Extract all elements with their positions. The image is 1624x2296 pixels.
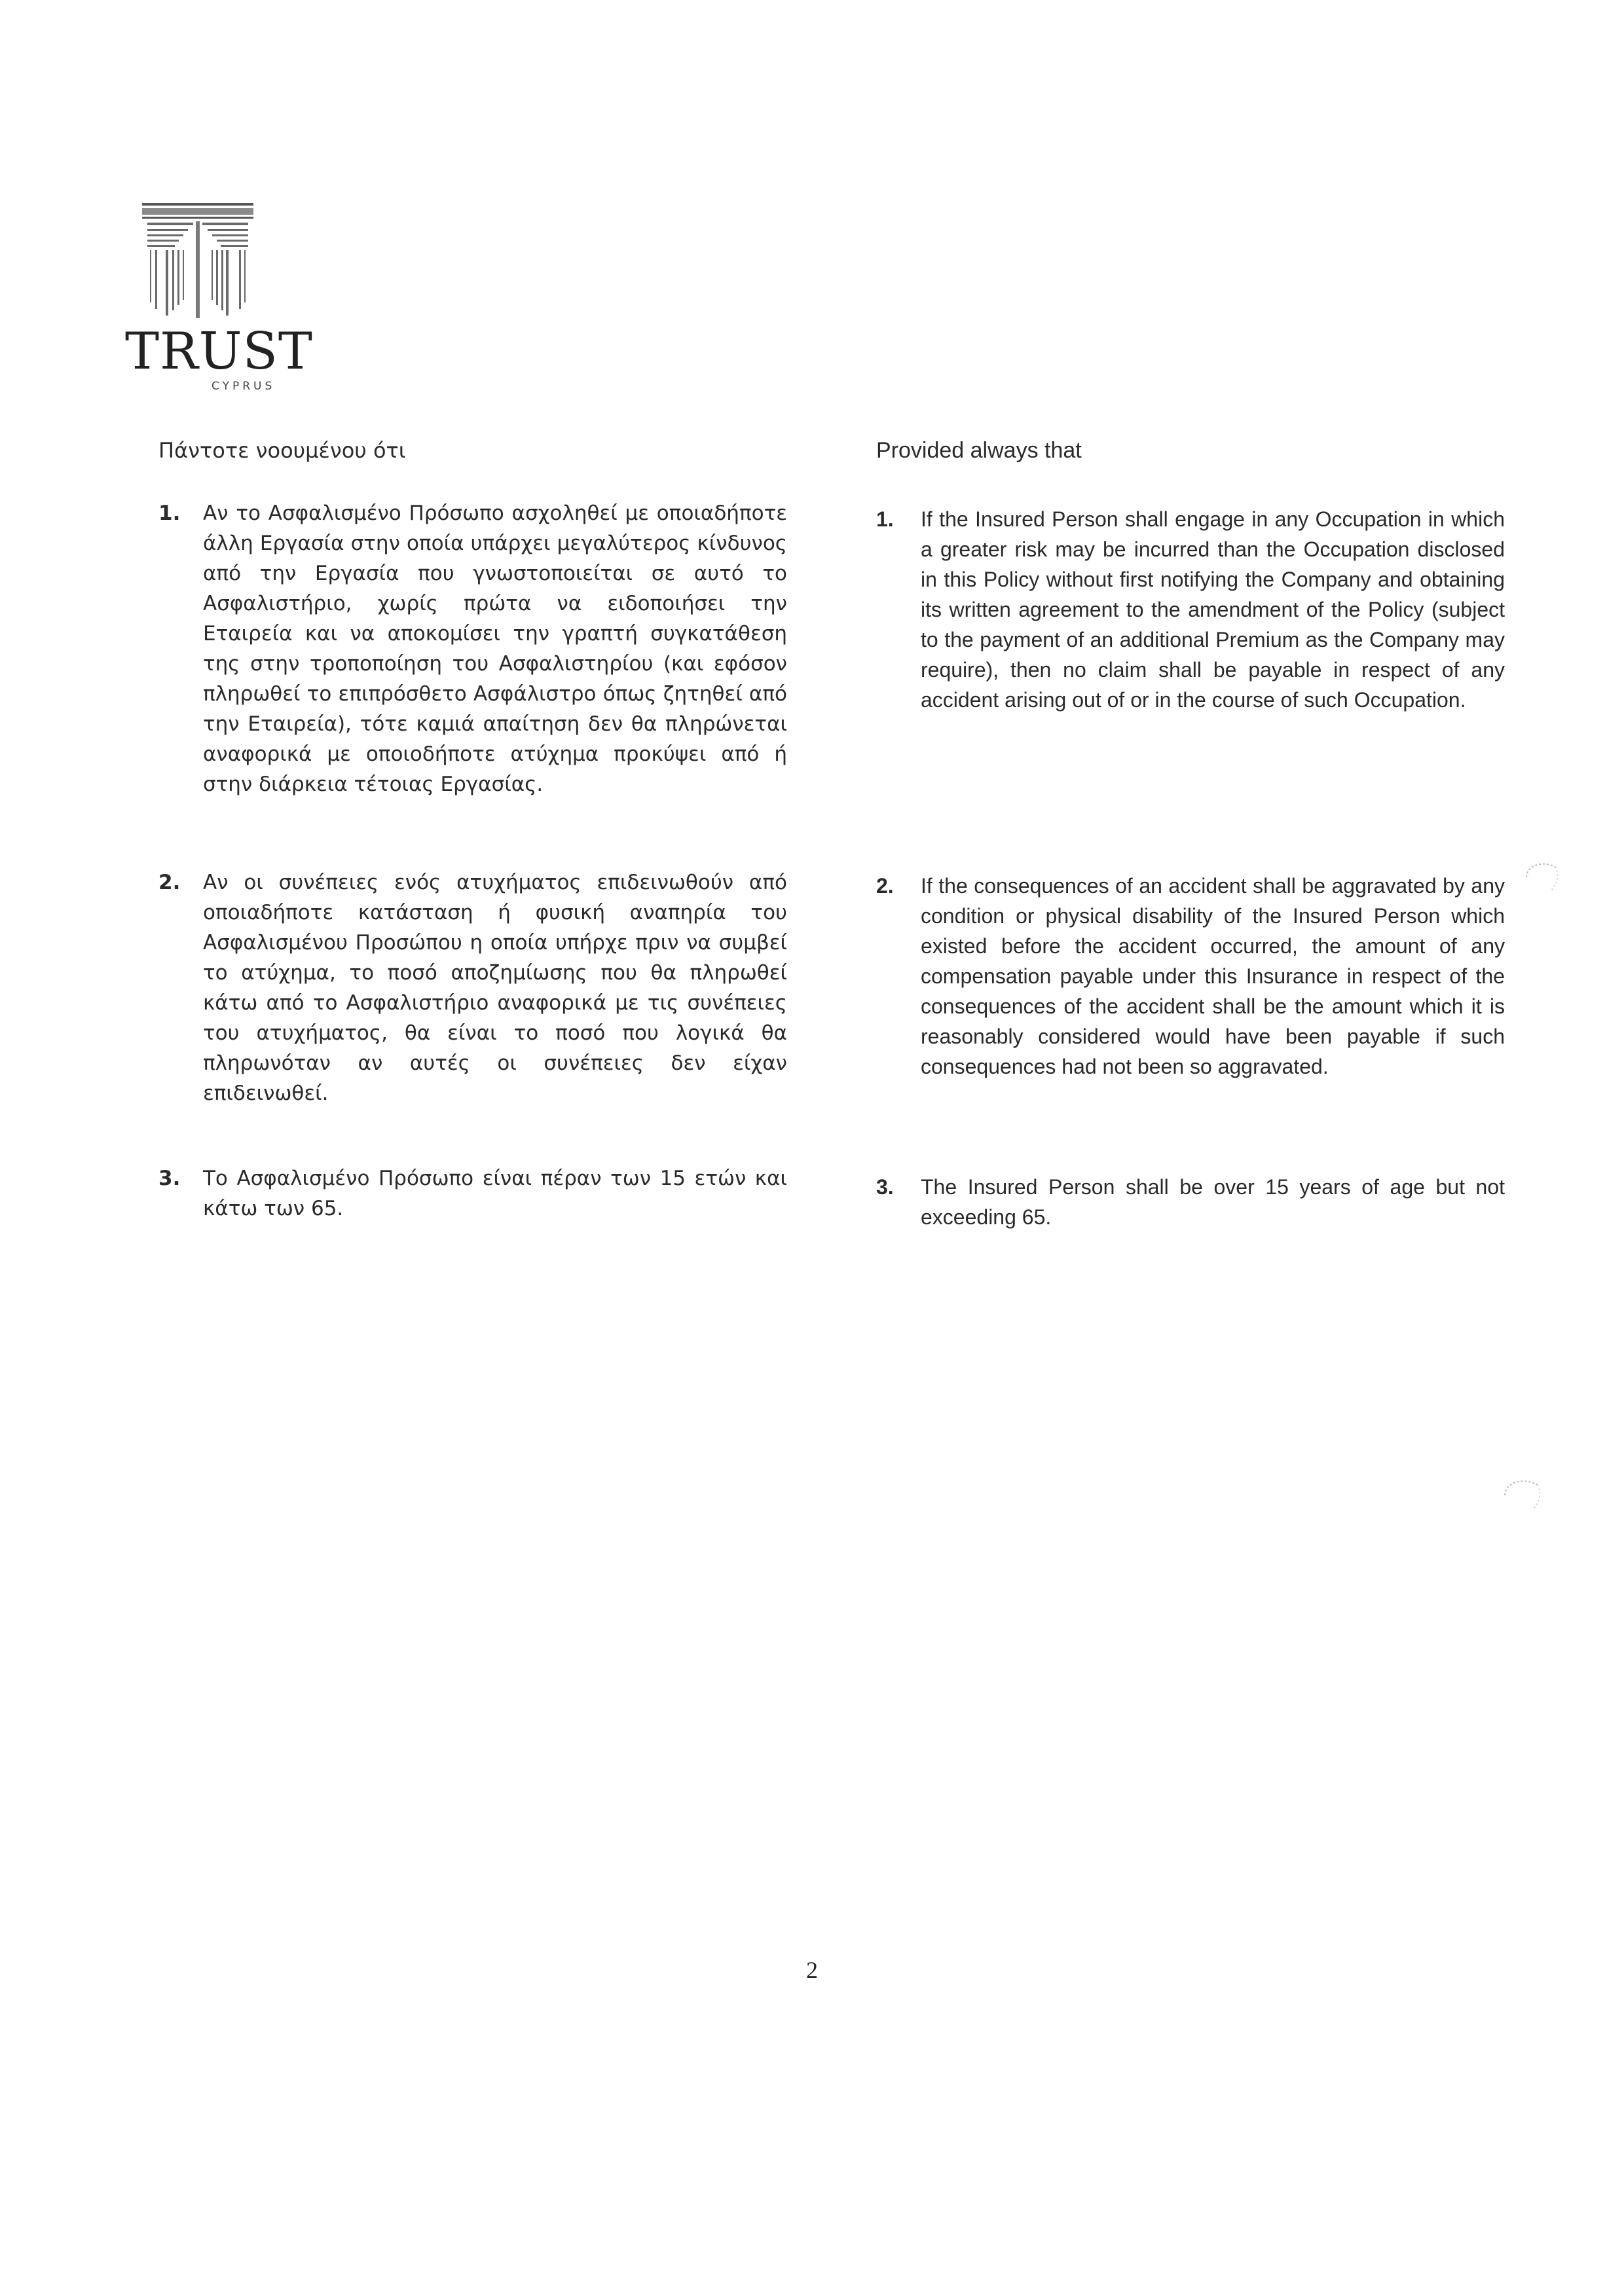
english-column (876, 435, 1505, 1229)
greek-heading: Πάντοτε νοουμένου ότι (158, 438, 406, 463)
logo-subtitle: CYPRUS (212, 380, 276, 393)
english-clause-2 (876, 871, 1505, 1082)
clause-number: 1. (158, 501, 181, 525)
clause-text: Αν οι συνέπειες ενός ατυχήματος επιδεινωθούν από οποιαδήποτε κατάσταση ή φυσική αναπηρία του Ασφαλισμένου Προσώπου η οποία υπήρχε πριν να συμβεί το ατύχημα, το ποσό αποζημίωσης που θα πληρωθεί κάτω από το Ασφαλιστήριο αναφορικά με τις συνέπειες του ατυχήματος, θα είναι το ποσό που λογικά θα πληρωνόταν αν αυτές οι συνέπειες δεν είχαν επιδεινωθεί. (203, 871, 787, 1105)
greek-column (158, 435, 787, 1220)
clause-text: The Insured Person shall be over 15 years of age but not exceeding 65. (921, 1175, 1505, 1229)
scan-mark-icon (1500, 1473, 1545, 1519)
clause-number: 2. (158, 871, 181, 894)
clause-text: If the Insured Person shall engage in any Occupation in which a greater risk may be incurred than the Occupation disclosed in this Policy without first notifying the Company and obtaining its written agreement to the amendment of the Policy (subject to the payment of an additional Premium as the Company may require), then no claim shall be payable in respect of any accident arising out of or in the course of such Occupation. (921, 507, 1505, 712)
trust-cyprus-logo (125, 203, 324, 393)
clause-number: 1. (876, 507, 894, 531)
greek-clause-3 (158, 1163, 787, 1224)
page-number: 2 (806, 1957, 818, 1983)
greek-clause-1 (158, 498, 787, 799)
clause-text: Αν το Ασφαλισμένο Πρόσωπο ασχοληθεί με οποιαδήποτε άλλη Εργασία στην οποία υπάρχει μεγαλύτερος κίνδυνος από την Εργασία που γνωστοποιείται σε αυτό το Ασφαλιστήριο, χωρίς πρώτα να ειδοποιήσει την Εταιρεία και να αποκομίσει την γραπτή συγκατάθεση της στην τροποποίηση του Ασφαλιστηρίου (και εφόσον πληρωθεί το επιπρόσθετο Ασφάλιστρο όπως ζητηθεί από την Εταιρεία), τότε καμιά απαίτηση δεν θα πληρώνεται αναφορικά με οποιοδήποτε ατύχημα προκύψει από ή στην διάρκεια τέτοιας Εργασίας. (203, 501, 787, 796)
trust-emblem-icon (128, 203, 268, 321)
logo-wordmark: TRUST (125, 322, 313, 381)
greek-clause-2 (158, 867, 787, 1108)
english-clause-3 (876, 1172, 1505, 1232)
clause-number: 3. (158, 1167, 181, 1190)
clause-number: 3. (876, 1175, 894, 1199)
english-clause-1 (876, 504, 1505, 715)
clause-number: 2. (876, 874, 894, 898)
clause-text: Το Ασφαλισμένο Πρόσωπο είναι πέραν των 15 ετών και κάτω των 65. (203, 1167, 787, 1220)
scan-mark-icon (1522, 858, 1562, 897)
clause-text: If the consequences of an accident shall be aggravated by any condition or physical disability of the Insured Person which existed before the accident occurred, the amount of any compensation payable under this Insurance in respect of the consequences of the accident shall be the amount which it is reasonably considered would have been payable if such consequences had not been so aggravated. (921, 874, 1505, 1078)
english-heading: Provided always that (876, 438, 1082, 463)
